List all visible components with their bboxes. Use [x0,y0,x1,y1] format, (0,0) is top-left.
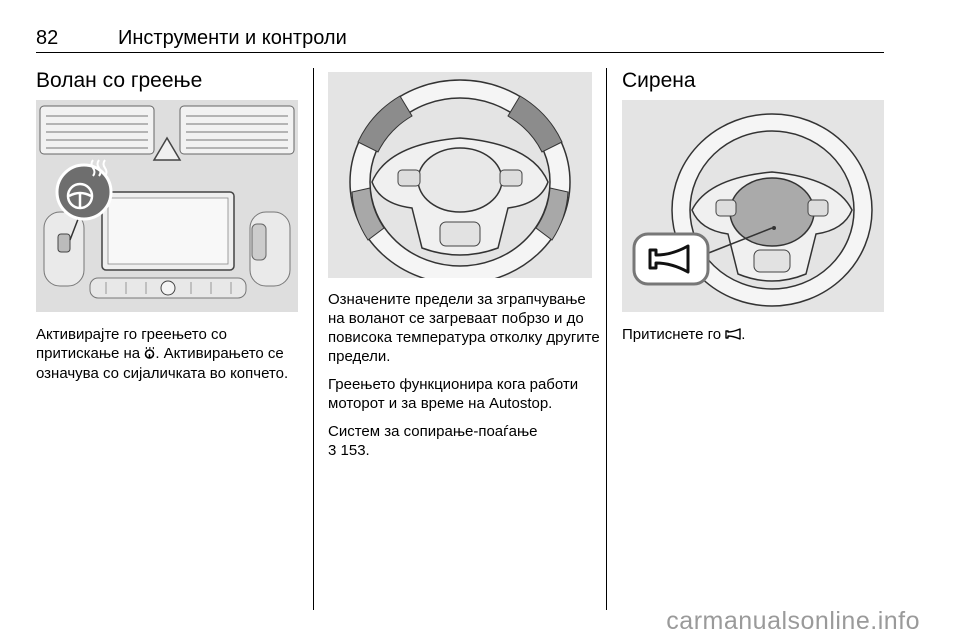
column-divider-2 [606,68,607,610]
heating-function-paragraph: Греењето функционира кога работи моторот и за време на Autostop. [328,376,579,412]
section-title-heated-wheel: Волан со греење [36,69,203,92]
horn-text [622,325,884,354]
page-header [36,26,884,53]
section-title-horn: Сирена [622,69,696,92]
grip-zones-text [328,290,600,460]
heated-wheel-text [36,325,306,392]
stop-start-reference: Систем за сопирање-поаѓање 3 153. [328,423,538,459]
steering-wheel-horn-figure [622,100,884,312]
horn-icon [725,326,741,345]
page-number: 82 [36,27,59,49]
grip-zones-paragraph: Означените предели за зграпчување на воланот се загреваат побрзо и до повисока температура отколку другите предели. [328,291,600,365]
dashboard-heat-button-figure [36,100,298,312]
horn-paragraph: Притиснете го . [622,326,746,343]
heated-wheel-paragraph: Активирајте го греењето со притискање на . Активирањето се означува со сијаличката во копчето. [36,326,289,382]
reference-arrow-icon: 3 [328,442,337,459]
steering-wheel-grip-zones-figure [328,72,592,278]
steering-wheel-heat-icon [144,345,155,364]
watermark: carmanualsonline.info [666,607,920,635]
column-divider-1 [313,68,314,610]
page-reference-link[interactable]: 3 153. [328,442,370,459]
chapter-title: Инструменти и контроли [118,27,347,49]
